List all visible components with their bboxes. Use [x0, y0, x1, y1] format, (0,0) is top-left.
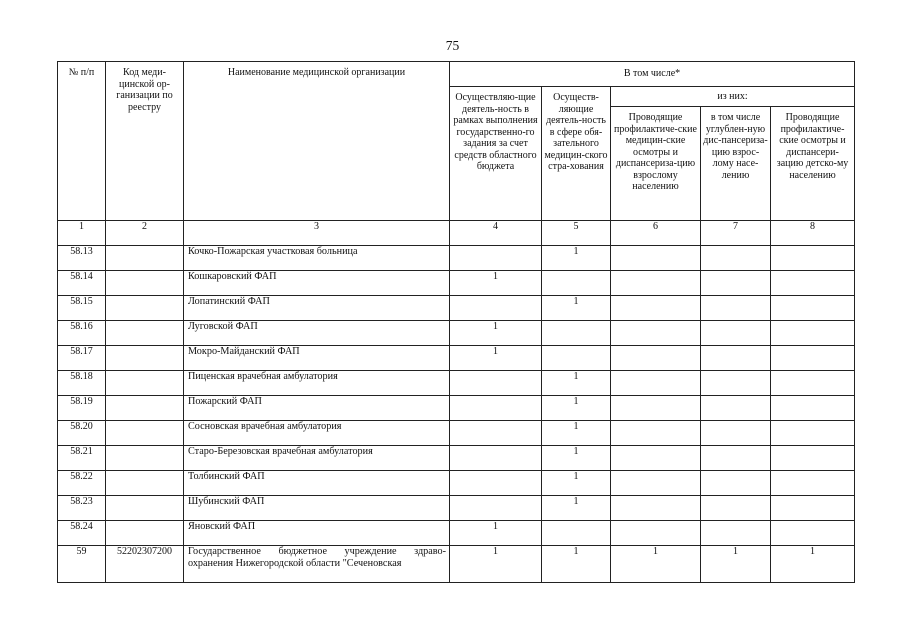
row-col4 [450, 396, 542, 421]
row-col8 [771, 396, 855, 421]
page-number: 75 [445, 38, 460, 53]
row-col6 [611, 471, 701, 496]
table-row [58, 346, 855, 371]
row-code [106, 271, 184, 296]
row-number: 58.22 [58, 471, 106, 496]
table-row [58, 471, 855, 496]
row-number: 58.13 [58, 246, 106, 271]
row-col4 [450, 421, 542, 446]
row-col6 [611, 346, 701, 371]
row-number: 58.24 [58, 521, 106, 546]
column-number: 3 [184, 221, 450, 246]
row-col8 [771, 421, 855, 446]
header-col6: Проводящие профилактиче-ские медицин-ские осмотры и диспансериза-цию взрослому населению [611, 107, 701, 221]
row-col5: 1 [542, 371, 611, 396]
column-number: 1 [58, 221, 106, 246]
row-col4: 1 [450, 521, 542, 546]
row-col5 [542, 321, 611, 346]
header-col4: Осуществляю-щие деятель-ность в рамках выполнения государственно-го задания за счет средств областного бюджета [450, 87, 542, 221]
column-number: 2 [106, 221, 184, 246]
row-col8 [771, 371, 855, 396]
row-code [106, 246, 184, 271]
row-col4: 1 [450, 321, 542, 346]
row-col6 [611, 396, 701, 421]
row-col8 [771, 496, 855, 521]
row-col4: 1 [450, 346, 542, 371]
row-col8 [771, 296, 855, 321]
table-row [58, 321, 855, 346]
row-col8: 1 [771, 546, 855, 583]
row-col6 [611, 296, 701, 321]
row-code [106, 521, 184, 546]
header-name: Наименование медицинской организации [184, 62, 450, 221]
row-name: Толбинский ФАП [184, 471, 450, 496]
row-col5 [542, 346, 611, 371]
table-row [58, 446, 855, 471]
row-col6 [611, 496, 701, 521]
row-col5: 1 [542, 471, 611, 496]
row-col5 [542, 271, 611, 296]
table-body [58, 221, 855, 583]
row-number: 58.18 [58, 371, 106, 396]
row-col4 [450, 446, 542, 471]
row-code [106, 496, 184, 521]
row-col5: 1 [542, 396, 611, 421]
row-col4: 1 [450, 546, 542, 583]
row-col7 [701, 271, 771, 296]
table-row [58, 546, 855, 583]
header-code: Код меди-цинской ор-ганизации по реестру [106, 62, 184, 221]
column-number: 6 [611, 221, 701, 246]
row-col6 [611, 271, 701, 296]
column-number: 4 [450, 221, 542, 246]
row-col7 [701, 296, 771, 321]
row-col8 [771, 471, 855, 496]
row-col6 [611, 446, 701, 471]
row-name: Пиценская врачебная амбулатория [184, 371, 450, 396]
row-col5: 1 [542, 246, 611, 271]
header-col7: в том числе углублен-ную дис-пансериза-цию взрос-лому насе-лению [701, 107, 771, 221]
row-col7 [701, 346, 771, 371]
header-subgroup: из них: [611, 87, 855, 107]
table-row [58, 246, 855, 271]
row-col5: 1 [542, 446, 611, 471]
table-row [58, 371, 855, 396]
row-number: 58.14 [58, 271, 106, 296]
row-col8 [771, 321, 855, 346]
row-col4 [450, 296, 542, 321]
row-code [106, 421, 184, 446]
row-code [106, 396, 184, 421]
row-col5: 1 [542, 421, 611, 446]
row-name: Шубинский ФАП [184, 496, 450, 521]
table-row [58, 296, 855, 321]
row-col7 [701, 471, 771, 496]
row-name: Кошкаровский ФАП [184, 271, 450, 296]
row-number: 59 [58, 546, 106, 583]
column-number-row [58, 221, 855, 246]
row-name: Яновский ФАП [184, 521, 450, 546]
row-col5: 1 [542, 496, 611, 521]
row-col7 [701, 246, 771, 271]
row-number: 58.21 [58, 446, 106, 471]
row-col4 [450, 496, 542, 521]
table-row [58, 496, 855, 521]
header-group: В том числе* [450, 62, 855, 87]
row-col8 [771, 446, 855, 471]
column-number: 8 [771, 221, 855, 246]
row-name: Мокро-Майданский ФАП [184, 346, 450, 371]
row-col8 [771, 521, 855, 546]
header-col8: Проводящие профилактиче-ские осмотры и диспансери-зацию детско-му населению [771, 107, 855, 221]
row-name: Государственное бюджетное учреждение здраво-охранения Нижегородской области "Сеченовская [184, 546, 450, 583]
row-code [106, 471, 184, 496]
table-row [58, 396, 855, 421]
row-number: 58.23 [58, 496, 106, 521]
row-col4: 1 [450, 271, 542, 296]
row-code [106, 371, 184, 396]
row-col5 [542, 521, 611, 546]
row-name: Сосновская врачебная амбулатория [184, 421, 450, 446]
row-col7 [701, 496, 771, 521]
row-name: Луговской ФАП [184, 321, 450, 346]
row-number: 58.16 [58, 321, 106, 346]
row-code [106, 296, 184, 321]
table-row [58, 271, 855, 296]
row-code [106, 446, 184, 471]
row-col7 [701, 446, 771, 471]
row-col5: 1 [542, 296, 611, 321]
row-number: 58.17 [58, 346, 106, 371]
row-col8 [771, 246, 855, 271]
row-col4 [450, 246, 542, 271]
row-name: Старо-Березовская врачебная амбулатория [184, 446, 450, 471]
row-col6 [611, 321, 701, 346]
table-row [58, 421, 855, 446]
row-code [106, 321, 184, 346]
row-col8 [771, 271, 855, 296]
row-number: 58.19 [58, 396, 106, 421]
row-col6 [611, 521, 701, 546]
column-number: 5 [542, 221, 611, 246]
row-col7 [701, 421, 771, 446]
row-number: 58.15 [58, 296, 106, 321]
row-name: Пожарский ФАП [184, 396, 450, 421]
row-col7 [701, 321, 771, 346]
header-num: № п/п [58, 62, 106, 221]
row-code [106, 346, 184, 371]
table-row [58, 521, 855, 546]
row-col6 [611, 421, 701, 446]
header-col5: Осуществ-ляющие деятель-ность в сфере обя-зательного медицин-ского стра-хования [542, 87, 611, 221]
row-name: Кочко-Пожарская участковая больница [184, 246, 450, 271]
row-col7 [701, 521, 771, 546]
row-col6 [611, 371, 701, 396]
row-col6: 1 [611, 546, 701, 583]
row-col4 [450, 371, 542, 396]
row-name: Лопатинский ФАП [184, 296, 450, 321]
row-number: 58.20 [58, 421, 106, 446]
column-number: 7 [701, 221, 771, 246]
row-col6 [611, 246, 701, 271]
row-col5: 1 [542, 546, 611, 583]
row-code: 52202307200 [106, 546, 184, 583]
row-col7: 1 [701, 546, 771, 583]
row-col7 [701, 371, 771, 396]
row-col4 [450, 471, 542, 496]
row-col8 [771, 346, 855, 371]
row-col7 [701, 396, 771, 421]
medical-organizations-table [57, 61, 855, 583]
